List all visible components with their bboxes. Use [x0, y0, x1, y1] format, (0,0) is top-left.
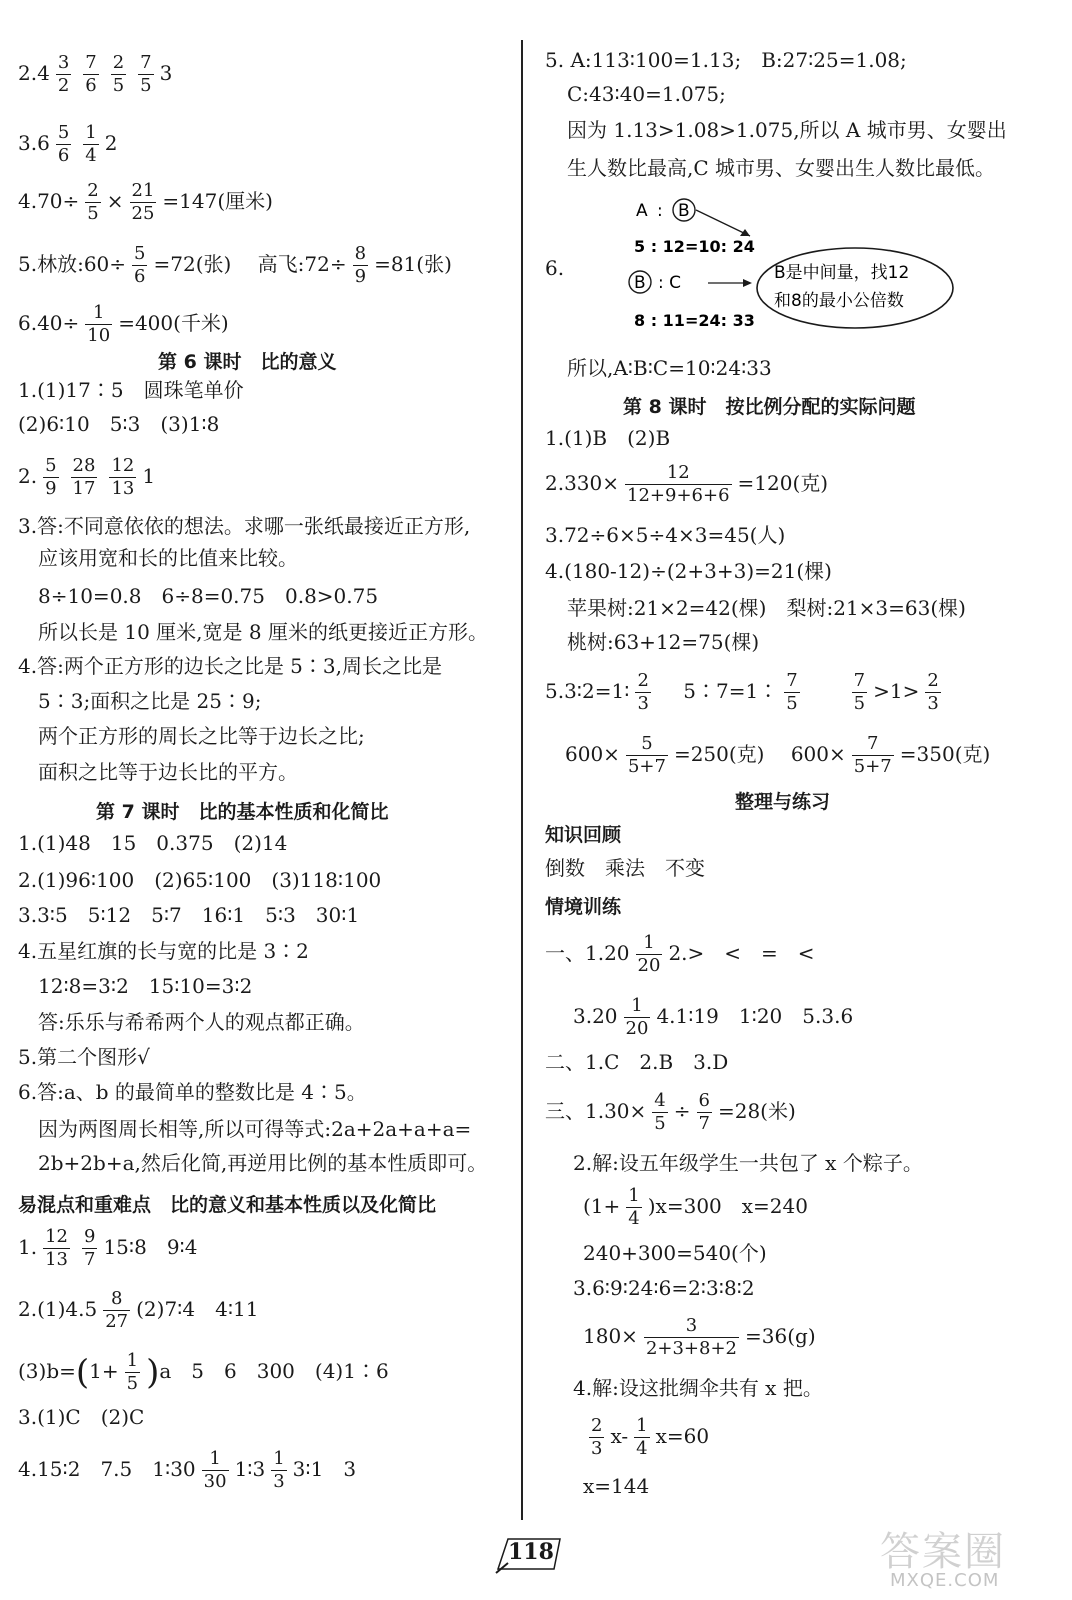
left-line-y5: [18, 1448, 356, 1493]
text-segment: a 5 6 300 (4)1∶6: [159, 1359, 389, 1383]
fraction-numerator: 7: [786, 670, 798, 691]
text-segment: 3.6: [18, 131, 50, 155]
right-line-k1: 知识回顾: [545, 824, 622, 846]
left-line-s6_11: 面积之比等于边长比的平方。: [38, 760, 298, 784]
fraction-numerator: 1: [85, 122, 97, 143]
fraction-denominator: 3: [637, 693, 649, 714]
right-line-r3: 因为 1.13>1.08>1.075,所以 A 城市男、女婴出: [567, 118, 1007, 142]
fraction: [852, 670, 867, 715]
right-line-e1: 1.(1)B (2)B: [545, 426, 671, 450]
text-segment: =28(米): [717, 1099, 796, 1123]
right-line-q8: 3.6∶9∶24∶6=2∶3∶8∶2: [573, 1276, 755, 1300]
right-line-q12: x=144: [583, 1474, 650, 1498]
callout-line2: 和8的最小公倍数: [774, 291, 904, 311]
fraction-denominator: 5: [786, 693, 798, 714]
left-line-l1: [18, 52, 172, 97]
fraction-denominator: 3: [273, 1471, 285, 1492]
fraction-denominator: 2: [57, 75, 70, 96]
left-line-s7_4: 4.五星红旗的长与宽的比是 3∶2: [18, 939, 309, 963]
right-line-q7: 240+300=540(个): [583, 1241, 767, 1265]
text-segment: 15∶8 9∶4: [103, 1235, 198, 1259]
fraction-numerator: 1: [85, 302, 112, 325]
fraction-denominator: 5: [126, 1373, 139, 1394]
fraction-numerator: 7: [140, 52, 152, 73]
fraction-numerator: 7: [85, 52, 97, 73]
column-divider: [521, 40, 523, 1520]
right-line-e8: [565, 733, 990, 778]
left-line-s7_5: 12∶8=3∶2 15∶10=3∶2: [38, 974, 253, 998]
fraction-denominator: 7: [84, 1249, 96, 1270]
fraction-numerator: 5: [626, 733, 668, 756]
watermark: [870, 1520, 1060, 1598]
text-segment: (3)b=: [18, 1359, 76, 1383]
text-segment: (2)7∶4 4∶11: [136, 1297, 259, 1321]
fraction-denominator: 12+9+6+6: [627, 485, 730, 506]
fraction: [85, 302, 112, 347]
left-line-hy: 易混点和重难点 比的意义和基本性质以及化简比: [18, 1194, 437, 1216]
left-line-s7_9: 因为两图周长相等,所以可得等式:2a+2a+a+a=: [38, 1117, 472, 1141]
fraction-denominator: 17: [72, 478, 96, 499]
bracket-close: ): [146, 1352, 160, 1393]
text-segment: 2.(1)4.5: [18, 1297, 98, 1321]
page-number: 118: [508, 1539, 554, 1565]
diagram-row1-b: B: [678, 201, 690, 221]
fraction-denominator: 4: [636, 1438, 648, 1459]
fraction-denominator: 4: [85, 145, 97, 166]
text-segment: 600×: [565, 742, 620, 766]
left-line-y3: [18, 1350, 389, 1395]
fraction: [636, 932, 663, 977]
right-line-e4: 4.(180-12)÷(2+3+3)=21(棵): [545, 559, 832, 583]
fraction-numerator: 2: [87, 180, 99, 201]
left-line-s6_6: 8÷10=0.8 6÷8=0.75 0.8>0.75: [38, 584, 379, 608]
fraction: [625, 462, 732, 507]
fraction-numerator: 1: [624, 995, 651, 1018]
text-segment: 3: [159, 61, 173, 85]
fraction: [111, 52, 126, 97]
watermark-line2: MXQE.COM: [890, 1570, 1000, 1591]
fraction-numerator: 2: [927, 670, 939, 691]
watermark-line1: 答案圈: [880, 1529, 1006, 1575]
fraction-denominator: 7: [698, 1113, 710, 1134]
right-line-e2: [545, 462, 828, 507]
fraction-numerator: 7: [852, 733, 894, 756]
fraction-numerator: 9: [84, 1226, 96, 1247]
fraction-denominator: 27: [105, 1311, 129, 1332]
fraction: [626, 733, 668, 778]
left-line-s6_7: 所以长是 10 厘米,宽是 8 厘米的纸更接近正方形。: [38, 620, 488, 644]
fraction: [138, 52, 153, 97]
fraction-numerator: 2: [591, 1415, 603, 1436]
fraction-numerator: 6: [698, 1090, 710, 1111]
fraction-numerator: 7: [853, 670, 866, 691]
fraction: [271, 1448, 286, 1493]
text-segment: 一、1.20: [545, 941, 630, 965]
left-line-l4: [18, 243, 452, 288]
fraction-numerator: 28: [72, 455, 96, 476]
right-line-q6: [583, 1185, 808, 1230]
left-line-l3: [18, 180, 273, 225]
right-line-r6: 6.: [545, 256, 565, 280]
left-line-l2: [18, 122, 117, 167]
fraction-numerator: 5: [57, 122, 70, 143]
fraction-numerator: 1: [636, 1415, 648, 1436]
arrow-line-top: [696, 210, 750, 236]
fraction-numerator: 5: [45, 455, 57, 476]
text-segment: 5.林放:60÷: [18, 252, 127, 276]
text-segment: 2.330×: [545, 471, 620, 495]
text-segment: x-: [610, 1424, 629, 1448]
diagram-row3-rest: : C: [658, 273, 682, 293]
fraction-denominator: 6: [134, 266, 146, 287]
fraction-denominator: 30: [203, 1471, 227, 1492]
right-line-e6: 桃树:63+12=75(棵): [567, 630, 760, 654]
fraction-denominator: 2+3+8+2: [645, 1338, 737, 1359]
fraction-numerator: 2: [112, 52, 125, 73]
right-line-r2: C:43∶40=1.075;: [567, 82, 726, 106]
text-segment: x=60: [655, 1424, 710, 1448]
right-line-r4: 生人数比最高,C 城市男、女婴出生人数比最低。: [567, 156, 996, 180]
fraction: [624, 995, 651, 1040]
left-line-y4: 3.(1)C (2)C: [18, 1405, 145, 1429]
fraction-denominator: 10: [87, 325, 111, 346]
text-segment: 4.15∶2 7.5 1∶30: [18, 1457, 196, 1481]
left-line-l5: [18, 302, 229, 347]
fraction-numerator: 4: [654, 1090, 666, 1111]
left-line-h6: 第 6 课时 比的意义: [158, 351, 337, 373]
fraction-denominator: 5: [654, 1113, 666, 1134]
fraction-numerator: 12: [111, 455, 135, 476]
left-line-s7_6: 答:乐乐与希希两个人的观点都正确。: [38, 1010, 365, 1034]
text-segment: 3∶1 3: [292, 1457, 357, 1481]
callout-ellipse: [757, 248, 953, 328]
fraction-denominator: 25: [131, 203, 155, 224]
text-segment: 4.1∶19 1∶20 5.3.6: [656, 1004, 854, 1028]
right-line-q5: 2.解:设五年级学生一共包了 x 个粽子。: [573, 1151, 923, 1175]
fraction-denominator: 3: [591, 1438, 603, 1459]
fraction-denominator: 13: [111, 478, 135, 499]
text-segment: =400(千米): [118, 311, 229, 335]
arrow-head-bottom-icon: [743, 279, 752, 287]
fraction: [652, 1090, 667, 1135]
fraction-numerator: 12: [625, 462, 732, 485]
right-line-q9: [583, 1315, 816, 1360]
text-segment: 4.70÷: [18, 189, 80, 213]
text-segment: 1.: [18, 1235, 38, 1259]
left-line-s7_3: 3.3∶5 5∶12 5∶7 16∶1 5∶3 30∶1: [18, 903, 360, 927]
text-segment: [806, 679, 846, 703]
left-line-s6_8: 4.答:两个正方形的边长之比是 5∶3,周长之比是: [18, 654, 442, 678]
text-segment: =250(克) 600×: [673, 742, 846, 766]
text-segment: )x=300 x=240: [647, 1194, 808, 1218]
diagram-row1-a: A: [636, 201, 648, 221]
left-line-s7_10: 2b+2b+a,然后化简,再逆用比例的基本性质即可。: [38, 1151, 488, 1175]
text-segment: ×: [106, 189, 124, 213]
fraction: [103, 1288, 130, 1333]
fraction-denominator: 5: [853, 693, 866, 714]
fraction-denominator: 6: [85, 75, 97, 96]
fraction-numerator: 1: [126, 1350, 139, 1371]
left-line-s7_8: 6.答:a、b 的最简单的整数比是 4∶5。: [18, 1080, 367, 1104]
fraction-denominator: 5: [87, 203, 99, 224]
diagram-row2: 5 : 12=10: 24: [634, 237, 755, 256]
fraction: [71, 455, 98, 500]
text-segment: =72(张) 高飞:72÷: [153, 252, 347, 276]
right-line-r7: 所以,A∶B∶C=10∶24∶33: [567, 356, 772, 380]
text-segment: 3.20: [573, 1004, 618, 1028]
fraction: [85, 180, 100, 225]
text-segment: 5∶7=1∶: [656, 679, 779, 703]
text-segment: 5.3∶2=1∶: [545, 679, 630, 703]
right-line-q11: [583, 1415, 709, 1460]
text-segment: =81(张): [374, 252, 452, 276]
right-line-q3: 二、1.C 2.B 3.D: [545, 1050, 729, 1074]
fraction-denominator: 13: [45, 1249, 68, 1270]
text-segment: =350(克): [899, 742, 991, 766]
text-segment: 2: [104, 131, 118, 155]
fraction-numerator: 8: [354, 243, 367, 264]
text-segment: 2.> < = <: [668, 941, 815, 965]
left-line-s6_5: 应该用宽和长的比值来比较。: [38, 546, 298, 570]
fraction-numerator: 1: [628, 1185, 640, 1206]
left-line-h7: 第 7 课时 比的基本性质和化简比: [96, 801, 389, 823]
right-line-e7: [545, 670, 947, 715]
left-line-s6_1: 1.(1)17∶5 圆珠笔单价: [18, 378, 244, 402]
left-line-s6_4: 3.答:不同意依依的想法。求哪一张纸最接近正方形,: [18, 514, 471, 538]
text-segment: 三、1.30×: [545, 1099, 647, 1123]
left-line-s6_2: (2)6∶10 5∶3 (3)1∶8: [18, 412, 220, 436]
ratio-diagram: [600, 196, 1000, 336]
fraction: [635, 670, 650, 715]
right-line-e5: 苹果树:21×2=42(棵) 梨树:21×3=63(棵): [567, 596, 966, 620]
fraction: [626, 1185, 641, 1230]
fraction-numerator: 2: [637, 670, 649, 691]
right-line-k3: 情境训练: [545, 896, 622, 918]
fraction: [83, 52, 98, 97]
fraction-denominator: 9: [45, 478, 57, 499]
text-segment: 1∶3: [234, 1457, 266, 1481]
left-line-y2: [18, 1288, 259, 1333]
text-segment: 2.: [18, 464, 38, 488]
fraction-denominator: 5+7: [627, 756, 666, 777]
fraction: [125, 1350, 140, 1395]
right-line-k2: 倒数 乘法 不变: [545, 856, 705, 880]
diagram-row1-colon: :: [657, 201, 663, 221]
fraction: [82, 1226, 97, 1271]
right-line-q2: [573, 995, 853, 1040]
right-line-q1: [545, 932, 815, 977]
fraction-denominator: 5: [112, 75, 125, 96]
fraction-numerator: 1: [202, 1448, 229, 1471]
fraction: [353, 243, 368, 288]
fraction-denominator: 9: [354, 266, 367, 287]
fraction-numerator: 3: [57, 52, 70, 73]
fraction: [109, 455, 136, 500]
text-segment: =120(克): [737, 471, 829, 495]
text-segment: =147(厘米): [162, 189, 273, 213]
fraction: [925, 670, 940, 715]
text-segment: (1+: [583, 1194, 621, 1218]
fraction: [43, 455, 58, 500]
right-line-e3: 3.72÷6×5÷4×3=45(人): [545, 523, 786, 547]
left-line-s7_2: 2.(1)96∶100 (2)65∶100 (3)118∶100: [18, 868, 382, 892]
fraction: [644, 1315, 739, 1360]
fraction-numerator: 1: [636, 932, 663, 955]
right-line-hz: 整理与练习: [735, 791, 831, 813]
fraction: [132, 243, 147, 288]
text-segment: 2.4: [18, 61, 50, 85]
fraction: [852, 733, 894, 778]
diagram-row4: 8 : 11=24: 33: [634, 311, 755, 330]
text-segment: 6.40÷: [18, 311, 80, 335]
right-line-h8: 第 8 课时 按比例分配的实际问题: [623, 396, 916, 418]
fraction-numerator: 21: [131, 180, 155, 201]
text-segment: ÷: [673, 1099, 691, 1123]
fraction-denominator: 5: [140, 75, 152, 96]
fraction: [83, 122, 98, 167]
right-line-q4: [545, 1090, 796, 1135]
fraction: [43, 1226, 70, 1271]
fraction: [56, 122, 71, 167]
fraction: [697, 1090, 712, 1135]
fraction-denominator: 6: [57, 145, 70, 166]
fraction-numerator: 5: [134, 243, 146, 264]
fraction: [634, 1415, 649, 1460]
fraction: [784, 670, 799, 715]
text-segment: =36(g): [745, 1324, 816, 1348]
fraction-numerator: 8: [103, 1288, 130, 1311]
left-line-s7_1: 1.(1)48 15 0.375 (2)14: [18, 831, 288, 855]
text-segment: 1+: [89, 1359, 119, 1383]
fraction-denominator: 5+7: [853, 756, 892, 777]
left-line-y1: [18, 1226, 198, 1271]
fraction-denominator: 3: [927, 693, 939, 714]
right-line-r1: 5. A:113∶100=1.13; B:27∶25=1.08;: [545, 48, 907, 72]
fraction-denominator: 4: [628, 1208, 640, 1229]
left-line-s6_10: 两个正方形的周长之比等于边长之比;: [38, 724, 365, 748]
callout-line1: B是中间量，找12: [774, 263, 910, 283]
diagram-row3-b: B: [634, 273, 646, 293]
fraction-denominator: 20: [637, 955, 661, 976]
text-segment: 1: [142, 464, 156, 488]
fraction-numerator: 3: [644, 1315, 739, 1338]
fraction: [130, 180, 157, 225]
fraction: [56, 52, 71, 97]
left-line-s7_7: 5.第二个图形√: [18, 1045, 150, 1069]
fraction: [589, 1415, 604, 1460]
fraction-numerator: 1: [273, 1448, 285, 1469]
left-line-s6_9: 5∶3;面积之比是 25∶9;: [38, 689, 262, 713]
text-segment: 180×: [583, 1324, 638, 1348]
fraction-denominator: 20: [625, 1018, 649, 1039]
fraction-numerator: 12: [45, 1226, 68, 1247]
left-line-s6_3: [18, 455, 155, 500]
right-line-q10: 4.解:设这批绸伞共有 x 把。: [573, 1376, 823, 1400]
fraction: [202, 1448, 229, 1493]
text-segment: >1>: [873, 679, 920, 703]
page-number-badge: [494, 1533, 564, 1575]
bracket-open: (: [75, 1352, 90, 1393]
